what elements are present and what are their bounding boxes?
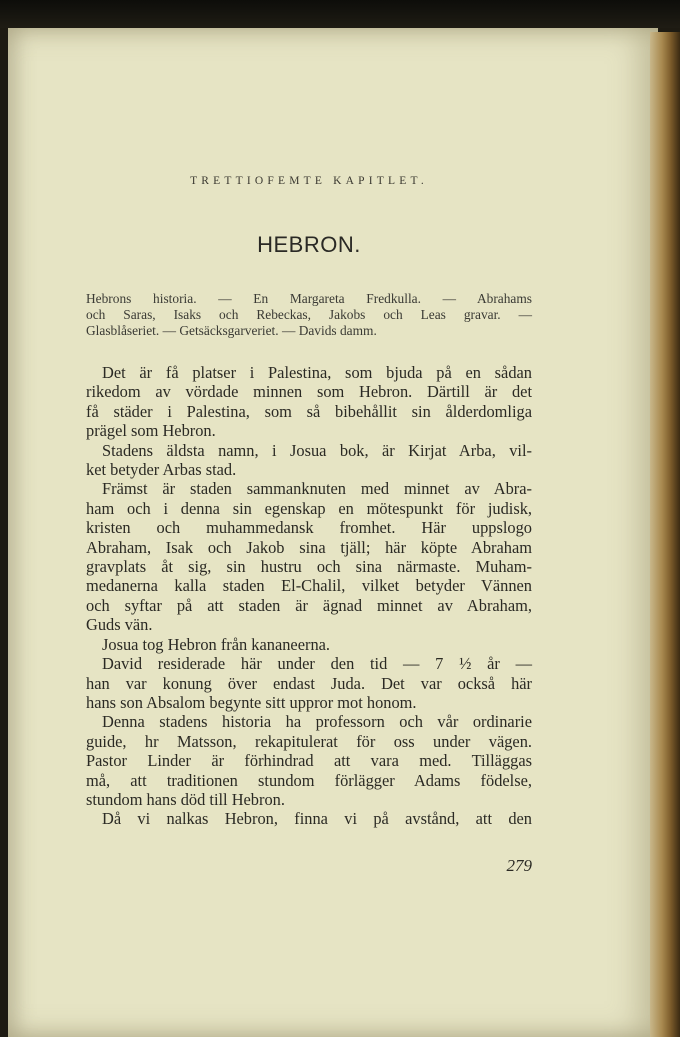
body-line: ham och i denna sin egenskap en mötespunkt för judisk, — [86, 498, 532, 518]
scan-top-margin — [0, 0, 680, 28]
body-line: Josua tog Hebron från kananeerna. — [102, 634, 331, 654]
body-line: guide, hr Matsson, rekapitulerat för oss under vägen. — [86, 731, 532, 751]
body-line: prägel som Hebron. — [86, 421, 216, 441]
body-line: David residerade här under den tid — 7 ½ år — — [102, 654, 532, 674]
page-number: 279 — [506, 856, 532, 875]
body-line: stundom hans död till Hebron. — [86, 789, 285, 809]
chapter-summary — [86, 291, 532, 339]
running-head: TRETTIOFEMTE KAPITLET. — [190, 175, 428, 187]
body-line: Abraham, Isak och Jakob sina tjäll; här köpte Abraham — [86, 537, 532, 557]
body-line: Det är få platser i Palestina, som bjuda på en sådan — [102, 363, 532, 382]
body-line: hans son Absalom begynte sitt uppror mot honom. — [86, 692, 417, 712]
summary-line: Hebrons historia. — En Margareta Fredkulla. — Abrahams — [86, 291, 532, 306]
body-line: få städer i Palestina, som så bibehållit sin ålderdomliga — [86, 401, 532, 421]
chapter-title: HEBRON. — [257, 232, 361, 257]
summary-line: Glasblåseriet. — Getsäcksgarveriet. — Davids damm. — [86, 323, 377, 338]
body-line: och syftar på att staden är ägnad minnet av Abraham, — [86, 595, 532, 615]
body-line: han var konung över endast Juda. Det var också här — [86, 673, 532, 693]
summary-line: och Saras, Isaks och Rebeckas, Jakobs och Leas gravar. — — [86, 307, 532, 322]
body-line: medanerna kalla staden El-Chalil, vilket betyder Vännen — [86, 576, 532, 596]
body-text — [86, 363, 532, 829]
body-line: Denna stadens historia ha professorn och vår ordinarie — [102, 712, 532, 732]
body-line: Pastor Linder är förhindrad att vara med. Tilläggas — [86, 751, 532, 771]
body-line: må, att traditionen stundom förlägger Adams födelse, — [86, 770, 532, 790]
body-line: Stadens äldsta namn, i Josua bok, är Kirjat Arba, vil- — [102, 440, 532, 460]
body-line: ket betyder Arbas stad. — [86, 460, 237, 480]
body-line: Då vi nalkas Hebron, finna vi på avstånd, att den — [102, 809, 532, 829]
body-line: kristen och muhammedansk fromhet. Här uppslogo — [86, 518, 532, 538]
body-line: Främst är staden sammanknuten med minnet av Abra- — [102, 479, 532, 499]
body-line: Guds vän. — [86, 615, 153, 635]
body-line: gravplats åt sig, sin hustru och sina närmaste. Muham- — [86, 557, 532, 577]
book-fore-edge — [650, 32, 680, 1037]
body-line: rikedom av vördade minnen som Hebron. Därtill är det — [86, 382, 532, 402]
